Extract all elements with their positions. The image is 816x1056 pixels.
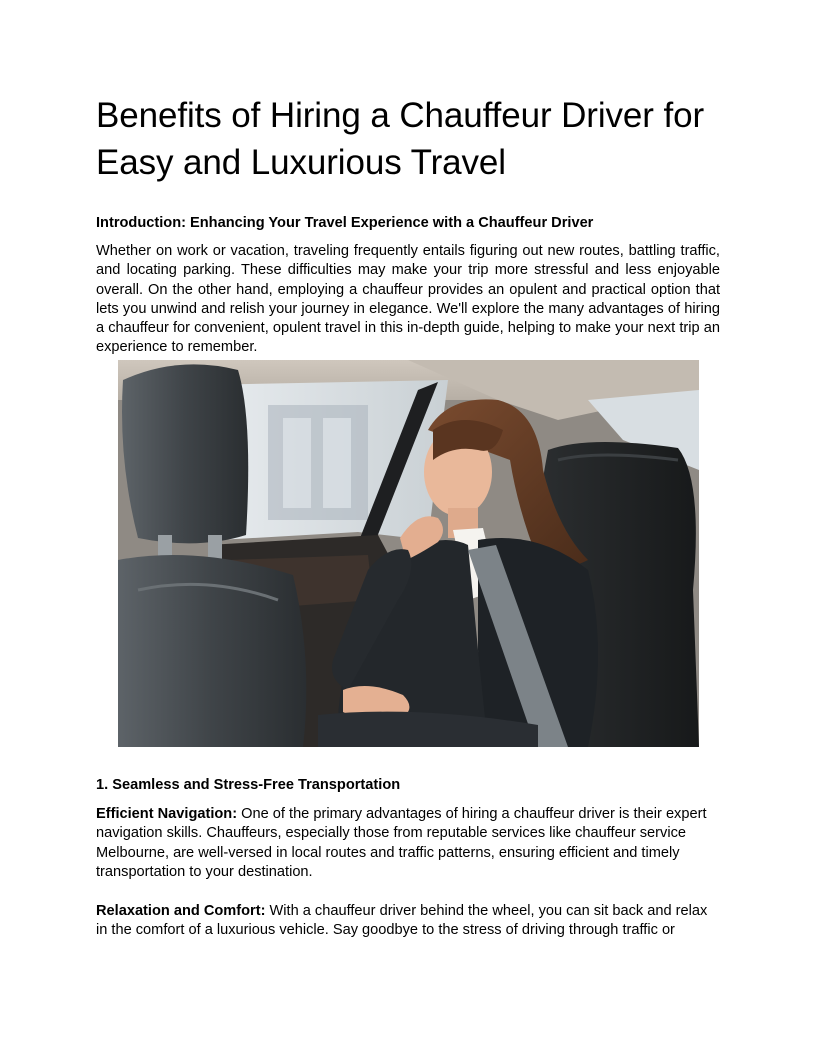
intro-heading: Introduction: Enhancing Your Travel Experience with a Chauffeur Driver <box>96 215 594 231</box>
paragraph-text: One of the primary advantages of hiring a chauffeur driver is their expert navigation skills. Chauffeurs, especially those from reputable services like chauffeur service Melbourne, are well-versed in local routes and traffic patterns, ensuring efficient and timely transportation to your destination. <box>96 806 707 880</box>
intro-paragraph: Whether on work or vacation, traveling frequently entails figuring out new routes, battling traffic, and locating parking. These difficulties may make your trip more stressful and less enjoyable overall. On the other hand, employing a chauffeur provides an opulent and practical option that lets you unwind and relish your journey in elegance. We'll explore the many advantages of hiring a chauffeur for convenient, opulent travel in this in-depth guide, helping to make your next trip an experience to remember. <box>96 243 720 356</box>
relaxation-comfort-paragraph <box>96 902 720 941</box>
paragraph-text: With a chauffeur driver behind the wheel, you can sit back and relax in the comfort of a luxurious vehicle. Say goodbye to the stress of driving through traffic or <box>96 903 708 939</box>
paragraph-lead: Relaxation and Comfort: <box>96 903 266 919</box>
efficient-navigation-paragraph <box>96 805 720 882</box>
document-title: Benefits of Hiring a Chauffeur Driver for Easy and Luxurious Travel <box>96 96 705 182</box>
businesswoman-in-car-photo <box>118 360 699 747</box>
paragraph-lead: Efficient Navigation: <box>96 806 238 822</box>
section-1-heading: 1. Seamless and Stress-Free Transportation <box>96 777 401 793</box>
